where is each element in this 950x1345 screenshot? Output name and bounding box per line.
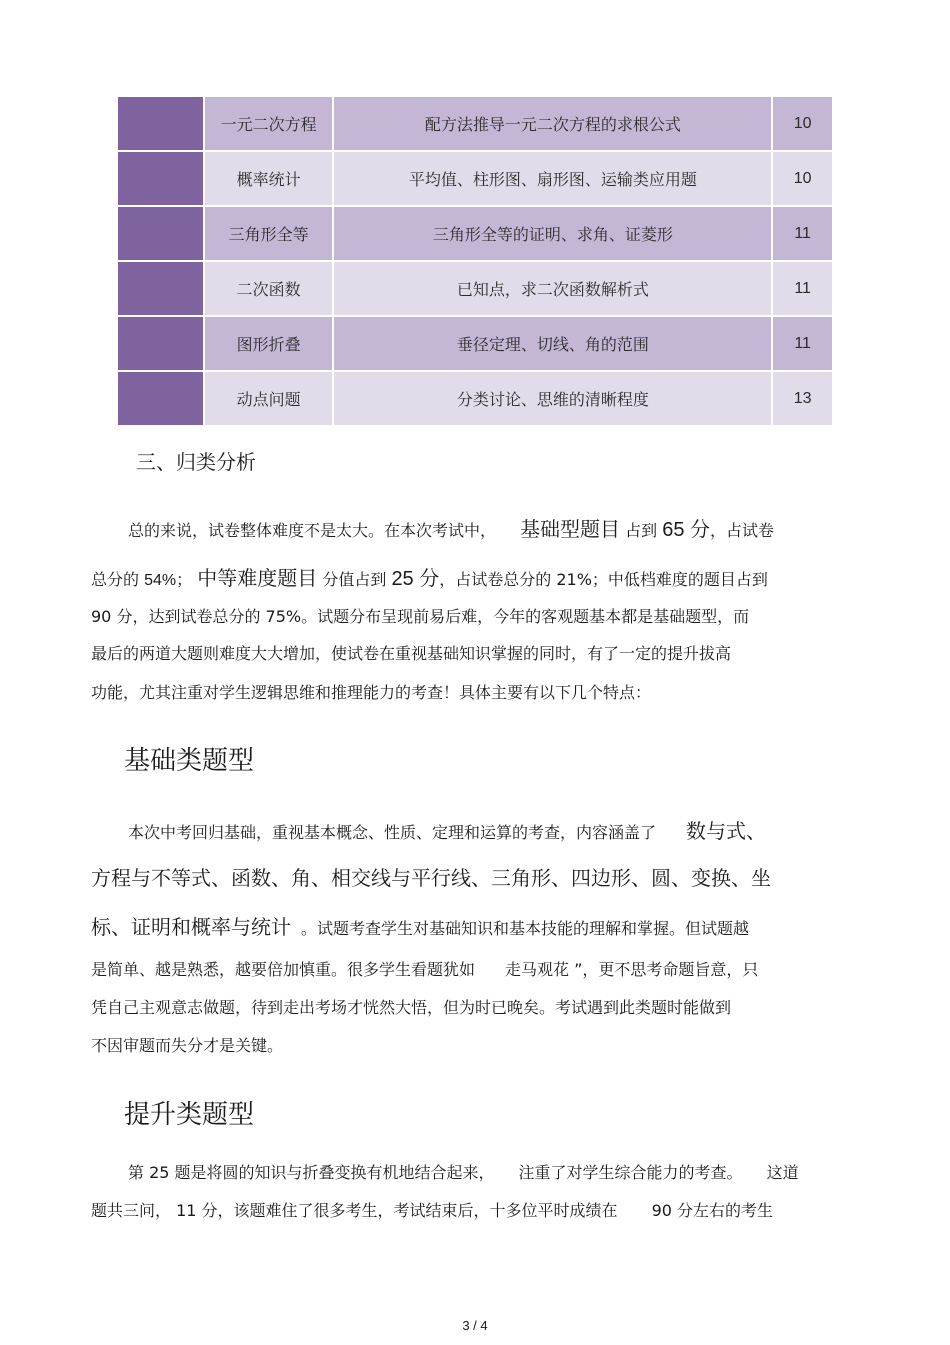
- category-cell: [117, 151, 204, 206]
- para-line: 总的来说，试卷整体难度不是太大。在本次考试中， 基础型题目 占到 65 分，占试卷: [128, 517, 775, 541]
- score-cell: 11: [772, 316, 833, 371]
- topic-cell: 图形折叠: [204, 316, 333, 371]
- category-cell: [117, 371, 204, 426]
- section-heading: 三、归类分析: [136, 450, 256, 474]
- content-cell: 已知点，求二次函数解析式: [333, 261, 772, 316]
- topic-cell: 一元二次方程: [204, 96, 333, 151]
- para-line: 不因审题而失分才是关键。: [91, 1036, 284, 1055]
- exam-topic-table: [116, 95, 834, 427]
- para-line: 题共三问， 11 分，该题难住了很多考生，考试结束后，十多位平时成绩在 90 分左右的考生: [91, 1201, 774, 1220]
- content-cell: 平均值、柱形图、扇形图、运输类应用题: [333, 151, 772, 206]
- category-cell: [117, 316, 204, 371]
- table-row: [117, 206, 833, 261]
- category-cell: [117, 261, 204, 316]
- content-cell: 分类讨论、思维的清晰程度: [333, 371, 772, 426]
- table-row: [117, 371, 833, 426]
- category-cell: [117, 96, 204, 151]
- topic-cell: 概率统计: [204, 151, 333, 206]
- section-title: 基础类题型: [124, 746, 255, 776]
- para-line: 总分的 54%； 中等难度题目 分值占到 25 分，占试卷总分的 21%；中低档难度的题目占到: [91, 566, 768, 590]
- para-line: 凭自己主观意志做题，待到走出考场才恍然大悟，但为时已晚矣。考试遇到此类题时能做到: [91, 998, 732, 1017]
- topic-cell: 动点问题: [204, 371, 333, 426]
- table-row: [117, 96, 833, 151]
- para-line: 本次中考回归基础，重视基本概念、性质、定理和运算的考查，内容涵盖了 数与式、: [128, 819, 767, 843]
- para-line: 方程与不等式、函数、角、相交线与平行线、三角形、四边形、圆、变换、坐: [91, 866, 771, 890]
- content-cell: 配方法推导一元二次方程的求根公式: [333, 96, 772, 151]
- topic-cell: 三角形全等: [204, 206, 333, 261]
- score-cell: 11: [772, 261, 833, 316]
- para-line: 第 25 题是将圆的知识与折叠变换有机地结合起来， 注重了对学生综合能力的考查。 这道: [128, 1163, 799, 1182]
- para-line: 90 分，达到试卷总分的 75%。试题分布呈现前易后难，今年的客观题基本都是基础题型，而: [91, 607, 750, 626]
- content-cell: 垂径定理、切线、角的范围: [333, 316, 772, 371]
- para-line: 功能，尤其注重对学生逻辑思维和推理能力的考查！具体主要有以下几个特点：: [91, 683, 652, 702]
- score-cell: 10: [772, 151, 833, 206]
- para-line: 最后的两道大题则难度大大增加，使试卷在重视基础知识掌握的同时，有了一定的提升拔高: [91, 644, 732, 663]
- page-number: 3 / 4: [462, 1318, 488, 1333]
- table-row: [117, 261, 833, 316]
- para-line: 标、证明和概率与统计 。试题考查学生对基础知识和基本技能的理解和掌握。但试题越: [91, 915, 750, 939]
- category-cell: [117, 206, 204, 261]
- table-row: [117, 151, 833, 206]
- para-line: 是简单、越是熟悉，越要倍加慎重。很多学生看题犹如 走马观花 ”，更不思考命题旨意，只: [91, 960, 759, 979]
- score-cell: 10: [772, 96, 833, 151]
- topic-cell: 二次函数: [204, 261, 333, 316]
- section-title: 提升类题型: [124, 1100, 255, 1130]
- table-row: [117, 316, 833, 371]
- score-cell: 13: [772, 371, 833, 426]
- score-cell: 11: [772, 206, 833, 261]
- content-cell: 三角形全等的证明、求角、证菱形: [333, 206, 772, 261]
